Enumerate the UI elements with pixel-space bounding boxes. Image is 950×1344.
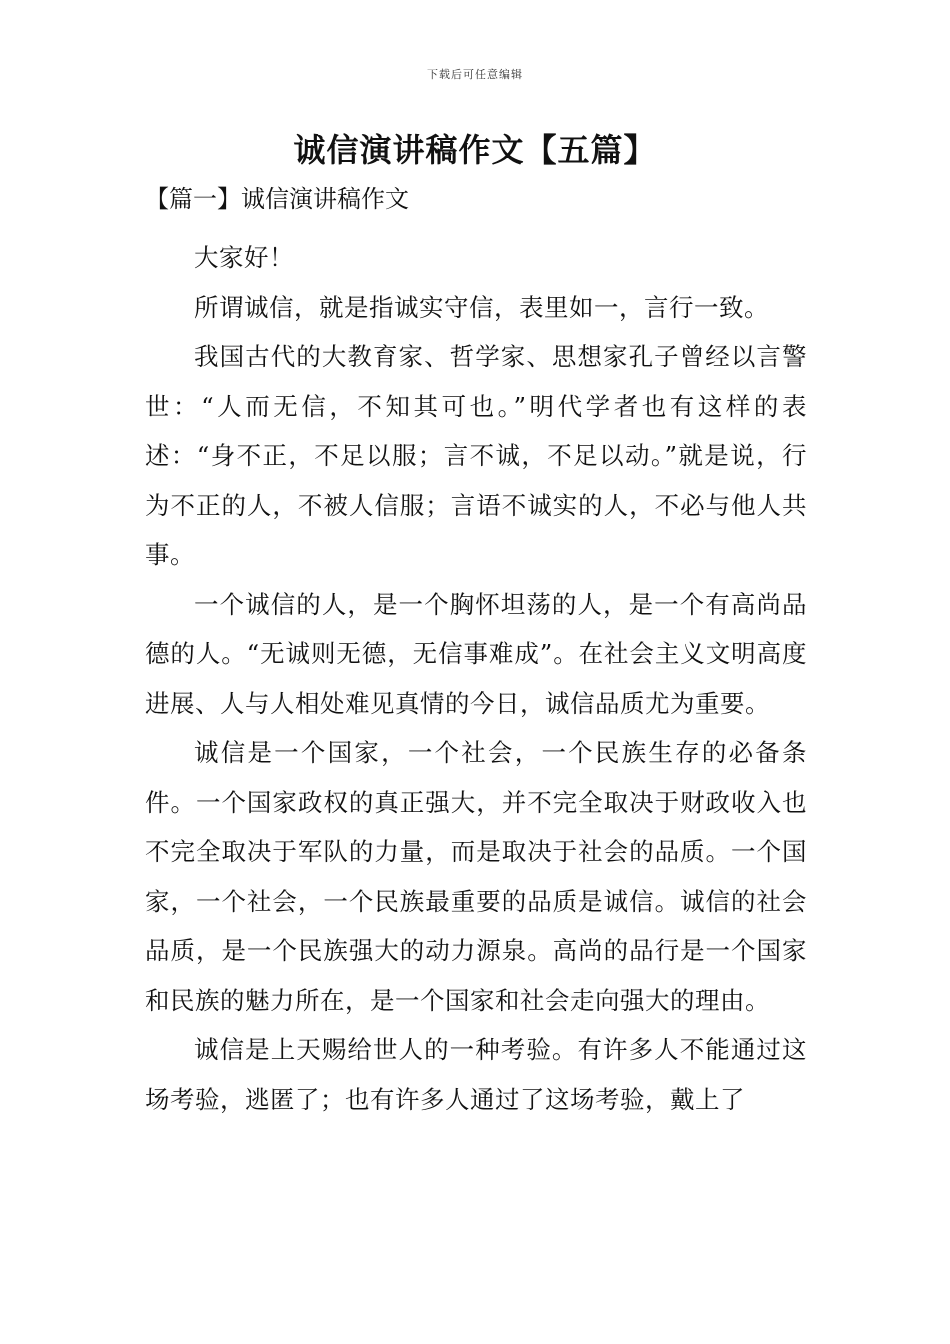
paragraph: 诚信是上天赐给世人的一种考验。有许多人不能通过这场考验，逃匿了；也有许多人通过了这场考验，戴上了 — [145, 1035, 807, 1114]
document-title: 诚信演讲稿作文【五篇】 — [293, 131, 657, 169]
paragraph-greeting: 大家好！ — [194, 243, 294, 272]
paragraph: 诚信是一个国家，一个社会，一个民族生存的必备条件。一个国家政权的真正强大，并不完全取决于财政收入也不完全取决于军队的力量，而是取决于社会的品质。一个国家，一个社会，一个民族最重要的品质是诚信。诚信的社会品质，是一个民族强大的动力源泉。高尚的品行是一个国家和民族的魅力所在，是一个国家和社会走向强大的理由。 — [145, 738, 807, 1015]
paragraph: 所谓诚信，就是指诚实守信，表里如一，言行一致。 — [194, 292, 769, 322]
body-text — [145, 233, 807, 1124]
header-note: 下载后可任意编辑 — [427, 68, 523, 81]
section-title: 【篇一】诚信演讲稿作文 — [145, 185, 409, 213]
paragraph: 我国古代的大教育家、哲学家、思想家孔子曾经以言警世：“人而无信，不知其可也。”明代学者也有这样的表述：“身不正，不足以服；言不诚，不足以动。”就是说，行为不正的人，不被人信服；言语不诚实的人，不必与他人共事。 — [145, 342, 807, 569]
paragraph: 一个诚信的人，是一个胸怀坦荡的人，是一个有高尚品德的人。“无诚则无德，无信事难成”。在社会主义文明高度进展、人与人相处难见真情的今日，诚信品质尤为重要。 — [145, 589, 807, 718]
